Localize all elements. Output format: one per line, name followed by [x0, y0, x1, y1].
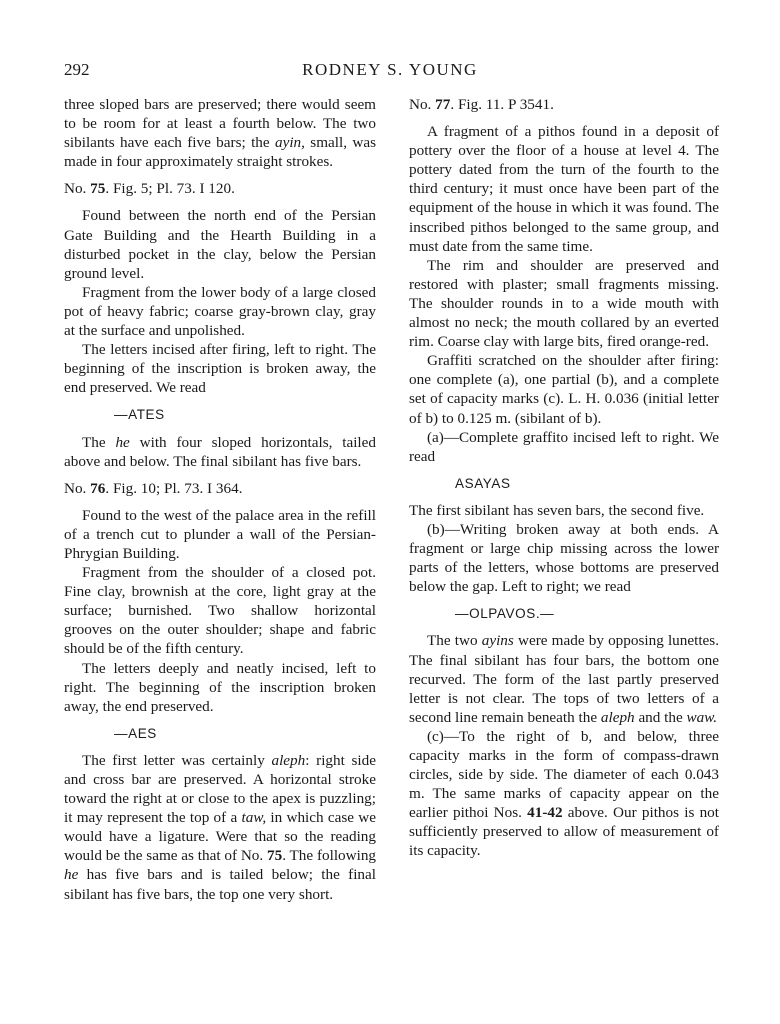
- inscription-reading: —ATES: [114, 407, 165, 423]
- paragraph: The two ayins were made by opposing lunettes. The final sibilant has four bars, the bottom one recurved. The form of the last partly preserved letter is not clear. The tops of two letters of a second line remain beneath the aleph and the waw.: [409, 632, 719, 726]
- paragraph: (a)—Complete graffito incised left to right. We read: [409, 428, 719, 465]
- paragraph: The letters deeply and neatly incised, left to right. The beginning of the inscription broken away, the end preserved.: [64, 659, 376, 715]
- entry-heading-77: No. 77. Fig. 11. P 3541.: [409, 96, 554, 113]
- right-column: [409, 95, 719, 861]
- paragraph: Found to the west of the palace area in the refill of a trench cut to plunder a wall of the Persian-Phrygian Building.: [64, 506, 376, 562]
- inscription-reading: ASAYAS: [455, 475, 511, 491]
- page-number: 292: [64, 60, 90, 79]
- paragraph: The letters incised after firing, left to right. The beginning of the inscription is broken away, the end preserved. We read: [64, 341, 376, 397]
- paragraph: The first sibilant has seven bars, the second five.: [409, 501, 705, 519]
- paragraph: The rim and shoulder are preserved and restored with plaster; small fragments missing. The shoulder rounds in to a wide mouth with almost no neck; the mouth collared by an everted rim. Coarse clay with large bits, fired orange-red.: [409, 256, 719, 351]
- paragraph: (b)—Writing broken away at both ends. A fragment or large chip missing across the lower parts of the letters, whose bottoms are preserved below the gap. Left to right; we read: [409, 520, 719, 596]
- inscription-reading: —OLPAVOS.—: [455, 606, 555, 622]
- paragraph: Found between the north end of the Persian Gate Building and the Hearth Building in a disturbed pocket in the clay, below the Persian ground level.: [64, 207, 376, 282]
- inscription-reading: —AES: [114, 725, 157, 741]
- running-head: RODNEY S. YOUNG: [302, 60, 478, 79]
- paragraph: A fragment of a pithos found in a deposit of pottery over the floor of a house at level 4. The pottery dated from the turn of the fourth to the third century; it must once have been part of the equipment of the house in which it was found. The inscribed pithos belonged to the same group, and must date from the same time.: [409, 123, 719, 255]
- left-column: [64, 95, 376, 904]
- paragraph: The first letter was certainly aleph: right side and cross bar are preserved. A horizontal stroke toward the right at or close to the apex is puzzling; it may represent the top of a taw, in which case we would have a ligature. Were that so the reading would be the same as that of No. 75. The following he has five bars and is tailed below; the final sibilant has five bars, the top one very short.: [64, 751, 377, 903]
- paragraph: three sloped bars are preserved; there would seem to be room for at least a fourth below. The two sibilants have each five bars; the ayin, small, was made in four approximately straight strokes.: [64, 96, 376, 171]
- entry-heading-75: No. 75. Fig. 5; Pl. 73. I 120.: [64, 180, 235, 198]
- paragraph: Graffiti scratched on the shoulder after firing: one complete (a), one partial (b), and a complete set of capacity marks (c). L. H. 0.036 (initial letter of b) to 0.125 m. (sibilant of b).: [409, 352, 719, 427]
- paragraph: (c)—To the right of b, and below, three capacity marks in the form of compass-drawn circles, side by side. The diameter of each 0.043 m. The same marks of capacity appear on the earlier pithoi Nos. 41-42 above. Our pithos is not sufficiently preserved to allow of measurement of its capacity.: [409, 727, 719, 860]
- paragraph: Fragment from the shoulder of a closed pot. Fine clay, brownish at the core, light gray at the surface; burnished. Two shallow horizontal grooves on the outer shoulder; shape and fabric should be of the fifth century.: [64, 564, 376, 658]
- entry-heading-76: No. 76. Fig. 10; Pl. 73. I 364.: [64, 479, 243, 497]
- page-header: [64, 60, 716, 82]
- paragraph: Fragment from the lower body of a large closed pot of heavy fabric; coarse gray-brown clay, gray at the surface and unpolished.: [64, 283, 376, 340]
- paragraph: The he with four sloped horizontals, tailed above and below. The final sibilant has five bars.: [64, 433, 376, 470]
